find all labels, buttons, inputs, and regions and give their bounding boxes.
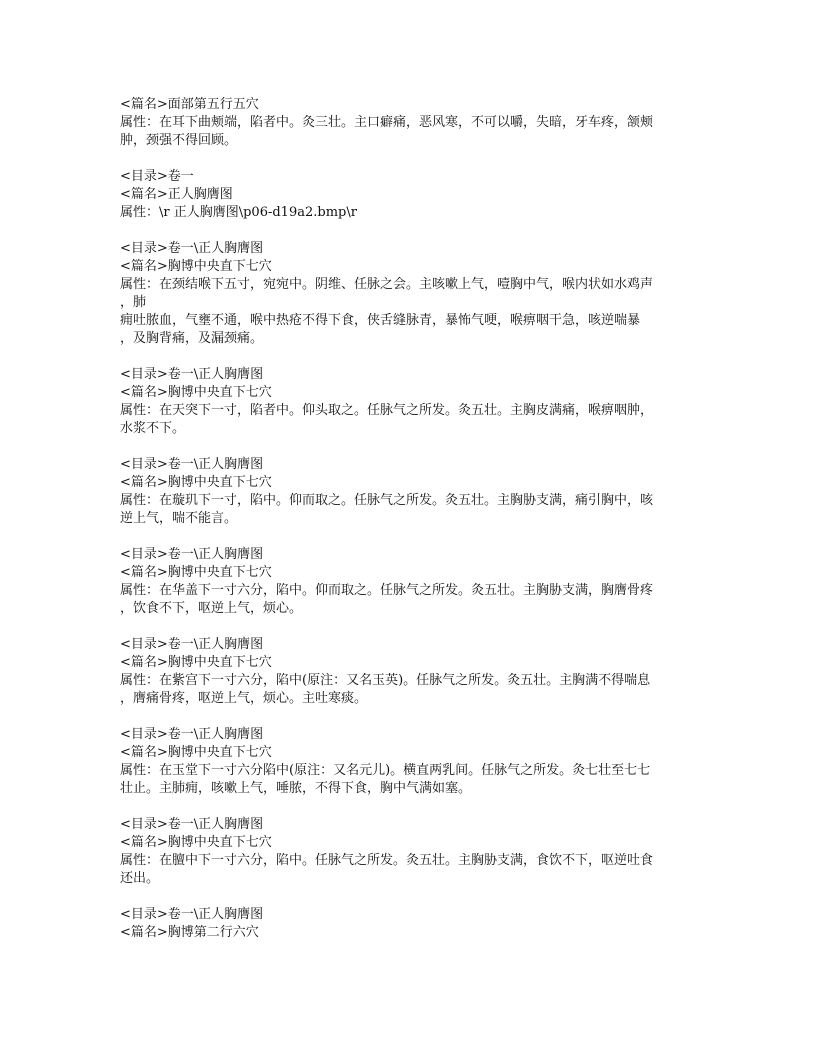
attribute-text: 属性：\r 正人胸膺图\p06-d19a2.bmp\r [120,205,357,220]
chapter-name: <篇名>正人胸膺图 [120,187,233,202]
attribute-text: 属性：在颈结喉下五寸，宛宛中。阴维、任脉之会。主咳嗽上气，噎胸中气，喉内状如水鸡声 [120,277,654,292]
attribute-text: 壮止。主肺痈，咳嗽上气，唾脓，不得下食，胸中气满如塞。 [120,781,472,796]
entry-5 [120,456,700,528]
attribute-text: 属性：在璇玑下一寸，陷中。仰而取之。任脉气之所发。灸五壮。主胸胁支满，痛引胸中，咳 [120,493,654,508]
attribute-text: ，膺痛骨疼，呕逆上气，烦心。主吐寒痰。 [120,691,368,706]
chapter-name: <篇名>胸博中央直下七穴 [120,655,272,670]
entry-6 [120,546,700,618]
chapter-name: <篇名>面部第五行五穴 [120,97,259,112]
catalog-line: <目录>卷一\正人胸膺图 [120,907,264,922]
chapter-name: <篇名>胸博第二行六穴 [120,925,259,940]
chapter-name: <篇名>胸博中央直下七穴 [120,385,272,400]
attribute-text: 属性：在膻中下一寸六分，陷中。任脉气之所发。灸五壮。主胸胁支满，食饮不下，呕逆吐食 [120,853,654,868]
attribute-text: ，肺 [120,295,147,310]
chapter-name: <篇名>胸博中央直下七穴 [120,565,272,580]
catalog-line: <目录>卷一\正人胸膺图 [120,457,264,472]
catalog-line: <目录>卷一\正人胸膺图 [120,817,264,832]
entry-2 [120,168,700,222]
catalog-line: <目录>卷一\正人胸膺图 [120,637,264,652]
attribute-text: 属性：在天突下一寸，陷者中。仰头取之。任脉气之所发。灸五壮。主胸皮满痛，喉痹咽肿， [120,403,654,418]
attribute-text: 水浆不下。 [120,421,186,436]
document-page [120,96,700,960]
entry-7 [120,636,700,708]
attribute-text: 属性：在华盖下一寸六分，陷中。仰而取之。任脉气之所发。灸五壮。主胸胁支满，胸膺骨疼 [120,583,654,598]
entry-8 [120,726,700,798]
attribute-text: 痈吐脓血，气壅不通，喉中热疮不得下食，侠舌缝脉青，暴怖气哽，喉痹咽干急，咳逆喘暴 [120,313,641,328]
catalog-line: <目录>卷一 [120,169,194,184]
attribute-text: 属性：在紫宫下一寸六分，陷中(原注：又名玉英)。任脉气之所发。灸五壮。主胸满不得喘息 [120,673,651,688]
attribute-text: 还出。 [120,871,160,886]
chapter-name: <篇名>胸博中央直下七穴 [120,259,272,274]
attribute-text: 肿，颈强不得回顾。 [120,133,238,148]
attribute-text: 逆上气，喘不能言。 [120,511,238,526]
entry-1 [120,96,700,150]
entry-10 [120,906,700,942]
attribute-text: ，及胸背痛，及漏颈痛。 [120,331,264,346]
catalog-line: <目录>卷一\正人胸膺图 [120,727,264,742]
attribute-text: 属性：在玉堂下一寸六分陷中(原注：又名元儿)。横直两乳间。任脉气之所发。灸七壮至七七 [120,763,651,778]
attribute-text: 属性：在耳下曲颊端，陷者中。灸三壮。主口癖痛，恶风寒，不可以嚼，失暗，牙车疼，颔颊 [120,115,654,130]
entry-3 [120,240,700,348]
chapter-name: <篇名>胸博中央直下七穴 [120,745,272,760]
catalog-line: <目录>卷一\正人胸膺图 [120,367,264,382]
attribute-text: ，饮食不下，呕逆上气，烦心。 [120,601,303,616]
entry-4 [120,366,700,438]
entry-9 [120,816,700,888]
chapter-name: <篇名>胸博中央直下七穴 [120,835,272,850]
catalog-line: <目录>卷一\正人胸膺图 [120,241,264,256]
catalog-line: <目录>卷一\正人胸膺图 [120,547,264,562]
chapter-name: <篇名>胸博中央直下七穴 [120,475,272,490]
